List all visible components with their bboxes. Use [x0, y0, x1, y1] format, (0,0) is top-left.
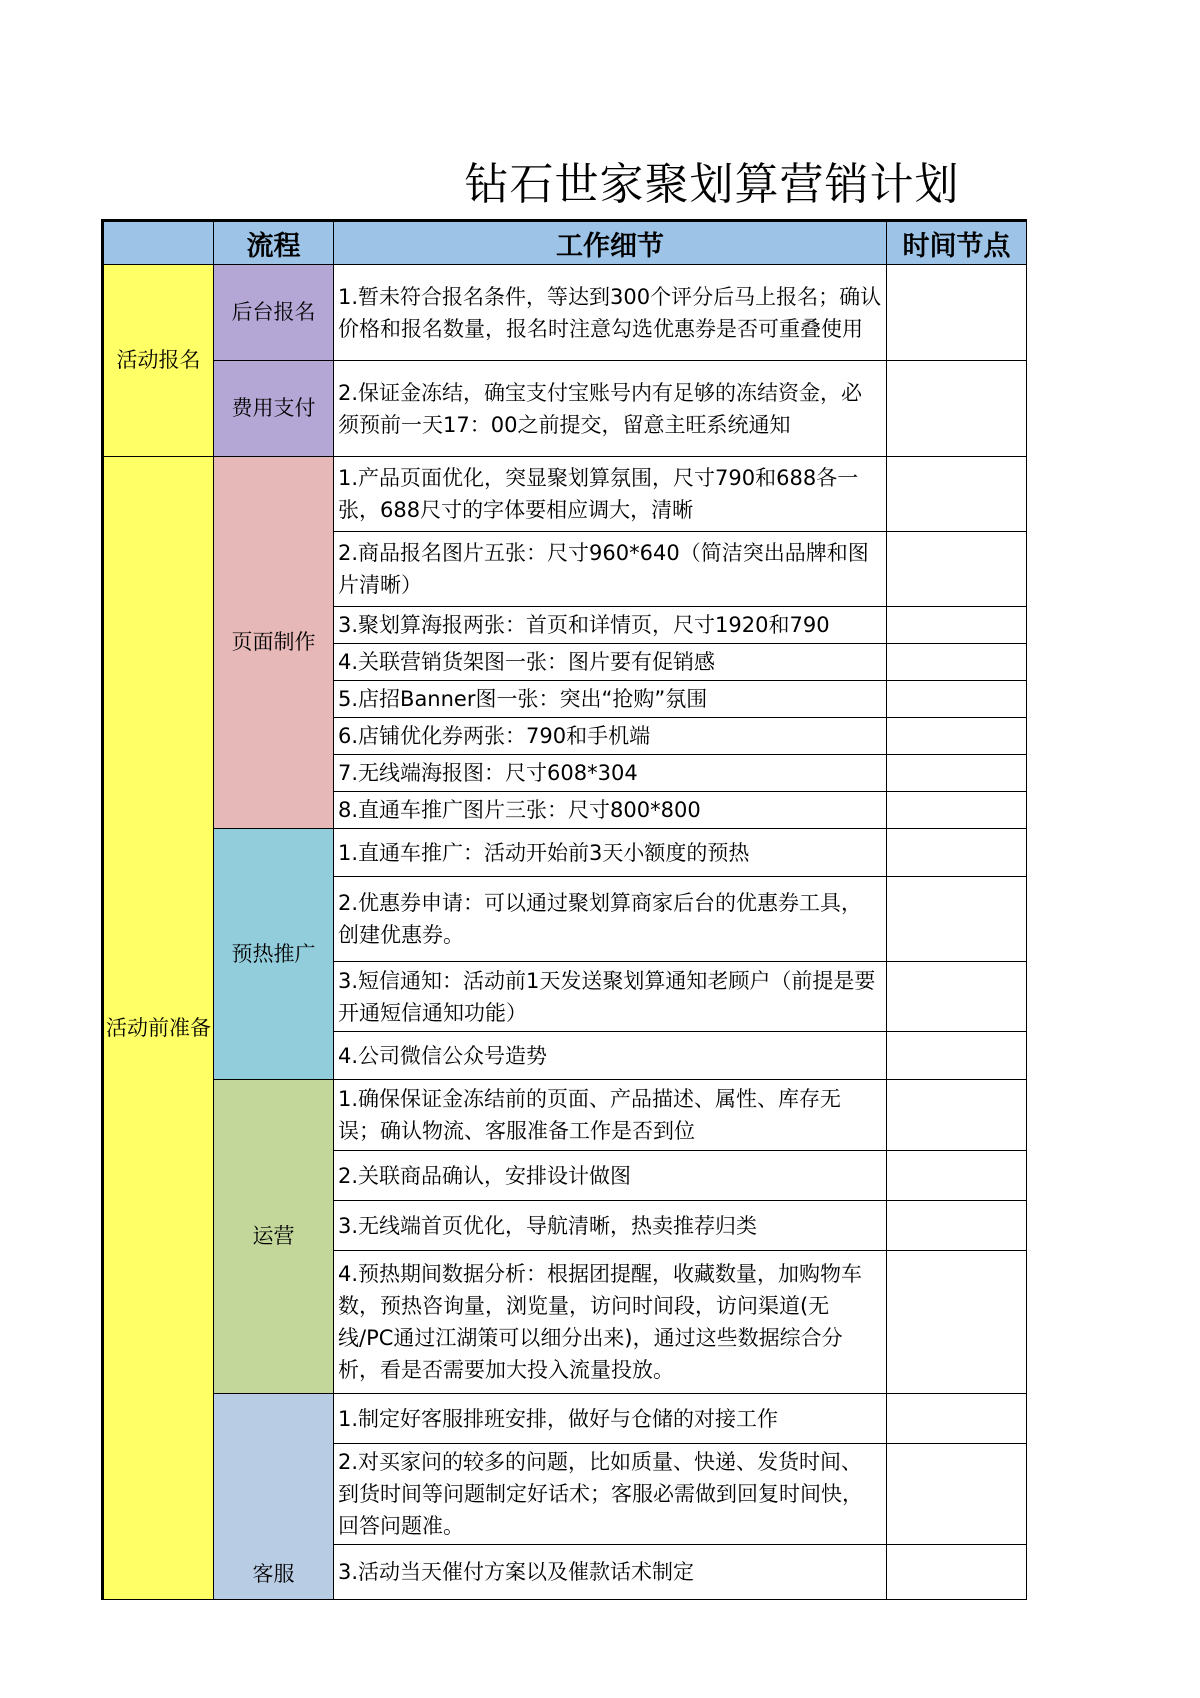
time-cell	[887, 1032, 1027, 1080]
time-cell	[887, 532, 1027, 607]
detail-cell: 3.短信通知：活动前1天发送聚划算通知老顾户（前提是要开通短信通知功能）	[334, 962, 887, 1032]
header-process: 流程	[214, 221, 334, 265]
table-header-row	[103, 221, 1027, 265]
time-cell	[887, 1444, 1027, 1545]
detail-cell: 1.确保保证金冻结前的页面、产品描述、属性、库存无误；确认物流、客服准备工作是否到位	[334, 1080, 887, 1151]
detail-cell: 1.制定好客服排班安排，做好与仓储的对接工作	[334, 1394, 887, 1444]
detail-cell: 8.直通车推广图片三张：尺寸800*800	[334, 792, 887, 829]
detail-cell: 2.保证金冻结，确宝支付宝账号内有足够的冻结资金，必须预前一天17：00之前提交，留意主旺系统通知	[334, 361, 887, 457]
detail-cell: 1.直通车推广：活动开始前3天小额度的预热	[334, 829, 887, 877]
detail-cell: 2.对买家问的较多的问题，比如质量、快递、发货时间、到货时间等问题制定好话术；客服必需做到回复时间快，回答问题准。	[334, 1444, 887, 1545]
detail-cell: 6.店铺优化券两张：790和手机端	[334, 718, 887, 755]
time-cell	[887, 1394, 1027, 1444]
detail-cell: 1.产品页面优化，突显聚划算氛围，尺寸790和688各一张，688尺寸的字体要相应调大，清晰	[334, 457, 887, 532]
time-cell	[887, 962, 1027, 1032]
stage-prep: 活动前准备	[103, 457, 214, 1600]
time-cell	[887, 829, 1027, 877]
header-time: 时间节点	[887, 221, 1027, 265]
detail-cell: 1.暂未符合报名条件，等达到300个评分后马上报名；确认价格和报名数量，报名时注意勾选优惠券是否可重叠使用	[334, 265, 887, 361]
time-cell	[887, 1201, 1027, 1251]
time-cell	[887, 681, 1027, 718]
table-row	[103, 265, 1027, 361]
time-cell	[887, 1080, 1027, 1151]
detail-cell: 2.商品报名图片五张：尺寸960*640（简洁突出品牌和图片清晰）	[334, 532, 887, 607]
time-cell	[887, 755, 1027, 792]
time-cell	[887, 607, 1027, 644]
header-detail: 工作细节	[334, 221, 887, 265]
time-cell	[887, 792, 1027, 829]
detail-cell: 4.公司微信公众号造势	[334, 1032, 887, 1080]
table-row	[103, 1394, 1027, 1444]
time-cell	[887, 361, 1027, 457]
document-title: 钻石世家聚划算营销计划	[464, 159, 960, 210]
detail-cell: 7.无线端海报图：尺寸608*304	[334, 755, 887, 792]
table-row	[103, 361, 1027, 457]
time-cell	[887, 877, 1027, 962]
time-cell	[887, 1545, 1027, 1600]
detail-cell: 3.聚划算海报两张：首页和详情页，尺寸1920和790	[334, 607, 887, 644]
process-preheat: 预热推广	[214, 829, 334, 1080]
time-cell	[887, 644, 1027, 681]
process-ops: 运营	[214, 1080, 334, 1394]
time-cell	[887, 718, 1027, 755]
detail-cell: 3.无线端首页优化，导航清晰，热卖推荐归类	[334, 1201, 887, 1251]
time-cell	[887, 265, 1027, 361]
header-blank	[103, 221, 214, 265]
stage-signup: 活动报名	[103, 265, 214, 457]
table-row	[103, 1080, 1027, 1151]
time-cell	[887, 1151, 1027, 1201]
marketing-plan-table	[101, 219, 1027, 1600]
table-row	[103, 457, 1027, 532]
table-row	[103, 829, 1027, 877]
detail-cell: 4.关联营销货架图一张：图片要有促销感	[334, 644, 887, 681]
process-backend: 后台报名	[214, 265, 334, 361]
time-cell	[887, 1251, 1027, 1394]
detail-cell: 2.优惠券申请：可以通过聚划算商家后台的优惠券工具，创建优惠券。	[334, 877, 887, 962]
detail-cell: 4.预热期间数据分析：根据团提醒，收藏数量，加购物车数，预热咨询量，浏览量，访问时间段，访问渠道(无线/PC通过江湖策可以细分出来)，通过这些数据综合分析，看是否需要加大投入流量投放。	[334, 1251, 887, 1394]
detail-cell: 5.店招Banner图一张：突出“抢购”氛围	[334, 681, 887, 718]
detail-cell: 2.关联商品确认，安排设计做图	[334, 1151, 887, 1201]
process-page: 页面制作	[214, 457, 334, 829]
process-service: 客服	[214, 1394, 334, 1600]
time-cell	[887, 457, 1027, 532]
detail-cell: 3.活动当天催付方案以及催款话术制定	[334, 1545, 887, 1600]
process-payment: 费用支付	[214, 361, 334, 457]
